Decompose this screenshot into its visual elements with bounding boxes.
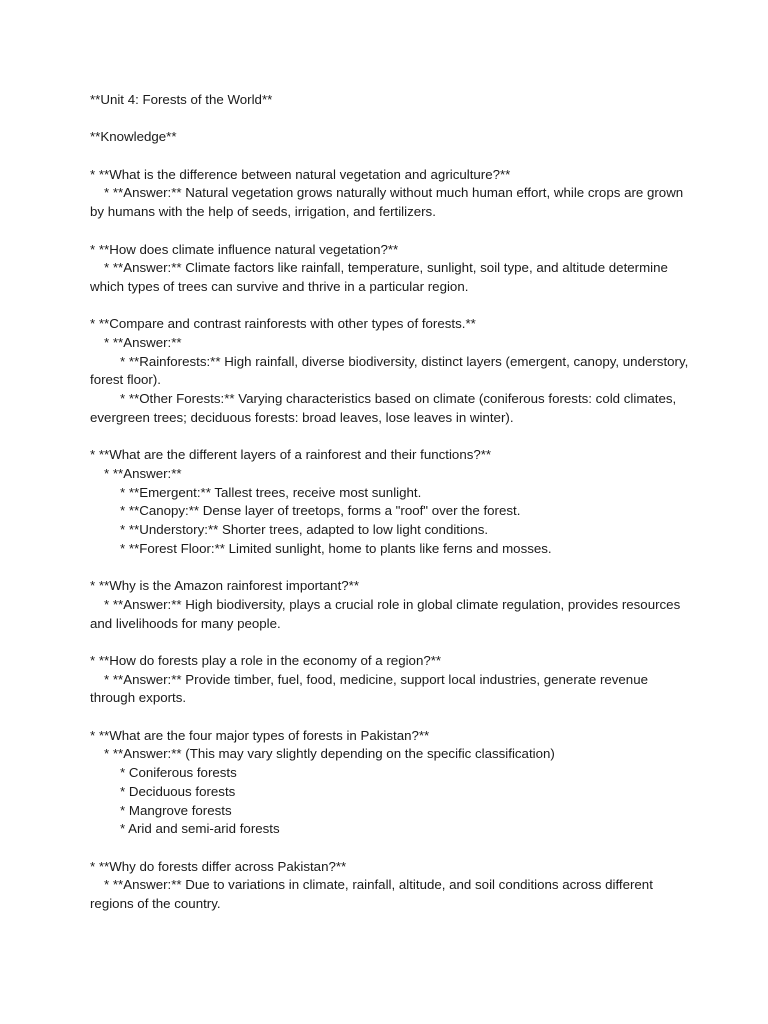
- blank-line: [90, 110, 690, 129]
- answer-point: * **Emergent:** Tallest trees, receive most sunlight.: [120, 484, 422, 500]
- answer-text: * **Answer:** Provide timber, fuel, food, medicine, support local industries, generate revenue through exports.: [90, 671, 652, 706]
- question-text: * **Why is the Amazon rainforest important?**: [90, 578, 360, 594]
- answer-text: * **Answer:** Climate factors like rainfall, temperature, sunlight, soil type, and altitude determine which types of trees can survive and thrive in a particular region.: [90, 260, 672, 294]
- qa-block: [90, 446, 690, 558]
- answer-point: * Mangrove forests: [120, 802, 232, 818]
- qa-block: [90, 727, 690, 839]
- question-text: * **What are the different layers of a rainforest and their functions?**: [90, 447, 492, 463]
- qa-block: [90, 577, 690, 633]
- blank-line: [90, 428, 690, 447]
- document-title: **Unit 4: Forests of the World**: [90, 92, 273, 107]
- question-text: * **How does climate influence natural vegetation?**: [90, 241, 399, 257]
- blank-line: [90, 559, 690, 578]
- qa-block: [90, 315, 693, 427]
- question-text: * **Why do forests differ across Pakistan?**: [90, 858, 347, 874]
- question-text: * **What are the four major types of forests in Pakistan?**: [90, 727, 430, 743]
- section-heading: **Knowledge**: [90, 129, 177, 145]
- answer-point: * Coniferous forests: [120, 765, 237, 781]
- answer-text: * **Answer:** Natural vegetation grows naturally without much human effort, while crops are grown by humans with the help of seeds, irrigation, and fertilizers.: [90, 185, 687, 220]
- blank-line: [90, 222, 690, 241]
- answer-text: * **Answer:**: [104, 335, 182, 351]
- qa-block: [90, 858, 690, 914]
- answer-text: * **Answer:** (This may vary slightly depending on the specific classification): [104, 746, 555, 762]
- qa-block: [90, 241, 690, 297]
- blank-line: [90, 147, 690, 166]
- answer-point: * Arid and semi-arid forests: [120, 821, 280, 837]
- blank-line: [90, 708, 690, 727]
- answer-point: * **Canopy:** Dense layer of treetops, forms a "roof" over the forest.: [120, 503, 521, 519]
- answer-point: * **Rainforests:** High rainfall, diverse biodiversity, distinct layers (emergent, canopy, understory, forest floor).: [90, 353, 693, 388]
- answer-text: * **Answer:**: [104, 465, 182, 481]
- answer-point: * **Understory:** Shorter trees, adapted to low light conditions.: [120, 522, 489, 538]
- answer-text: * **Answer:** Due to variations in climate, rainfall, altitude, and soil conditions across different regions of the country.: [90, 877, 657, 912]
- answer-point: * Deciduous forests: [120, 783, 236, 799]
- document-page: [90, 91, 693, 914]
- question-text: * **What is the difference between natural vegetation and agriculture?**: [90, 166, 511, 182]
- qa-block: [90, 166, 690, 222]
- blank-line: [90, 839, 690, 858]
- question-text: * **Compare and contrast rainforests with other types of forests.**: [90, 316, 476, 332]
- answer-point: * **Other Forests:** Varying characteristics based on climate (coniferous forests: cold climates, evergreen trees; deciduous forests: broad leaves, lose leaves in winter).: [90, 391, 680, 425]
- answer-text: * **Answer:** High biodiversity, plays a crucial role in global climate regulation, provides resources and livelihoods for many people.: [90, 596, 684, 631]
- blank-line: [90, 297, 690, 316]
- qa-block: [90, 652, 690, 708]
- blank-line: [90, 633, 690, 652]
- answer-point: * **Forest Floor:** Limited sunlight, home to plants like ferns and mosses.: [120, 540, 552, 556]
- question-text: * **How do forests play a role in the economy of a region?**: [90, 652, 442, 668]
